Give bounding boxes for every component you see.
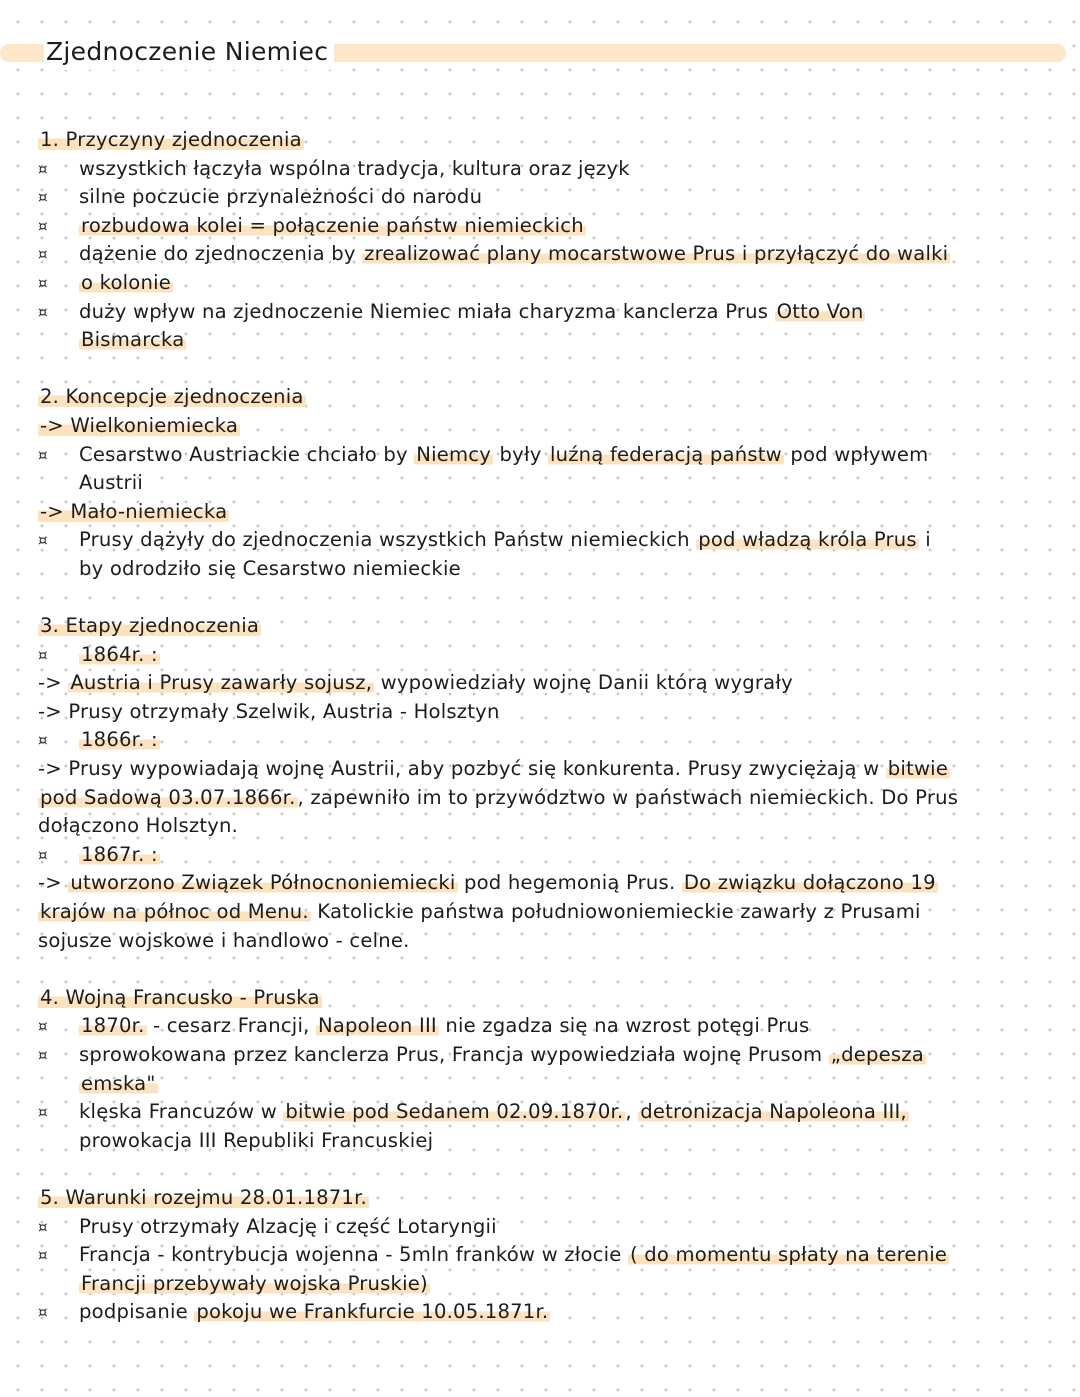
list-item: ¤ duży wpływ na zjednoczenie Niemiec miała charyzma kanclerza Prus Otto Von — [38, 298, 1048, 327]
notes-content — [38, 126, 1048, 1356]
text-line: krajów na północ od Menu. Katolickie państwa południowoniemieckie zawarły z Prusami — [40, 900, 921, 924]
year-label: ¤ 1867r. : — [38, 841, 1048, 870]
text-line: dołączono Holsztyn. — [38, 814, 239, 838]
section-heading: 4. Wojną Francusko - Pruska — [40, 985, 320, 1009]
section-heading: 2. Koncepcje zjednoczenia — [40, 385, 304, 409]
list-item-continuation: Francji przebywały wojska Pruskie) — [81, 1271, 428, 1295]
list-item: ¤ sprowokowana przez kanclerza Prus, Francja wypowiedziała wojnę Prusom „depesza — [38, 1041, 1048, 1070]
section-heading: 1. Przyczyny zjednoczenia — [40, 128, 302, 151]
text-line: -> utworzono Związek Północnoniemiecki pod hegemonią Prus. Do związku dołączono 19 — [38, 871, 936, 895]
year-label: ¤ 1866r. : — [38, 726, 1048, 755]
list-item: ¤ podpisanie pokoju we Frankfurcie 10.05.1871r. — [38, 1298, 1048, 1327]
list-item-continuation: Austrii — [79, 471, 144, 495]
section-causes — [38, 126, 1048, 355]
sub-heading: -> Mało-niemiecka — [40, 499, 228, 523]
list-item: ¤ 1870r. - cesarz Francji, Napoleon III nie zgadza się na wzrost potęgi Prus — [38, 1012, 1048, 1041]
list-item: ¤ rozbudowa kolei = połączenie państw niemieckich — [38, 212, 1048, 241]
list-item: ¤ wszystkich łączyła wspólna tradycja, kultura oraz język — [38, 155, 1048, 184]
list-item: ¤ klęska Francuzów w bitwie pod Sedanem 02.09.1870r. , detronizacja Napoleona III, — [38, 1098, 1048, 1127]
section-armistice-terms — [38, 1184, 1048, 1327]
list-item: ¤ Prusy otrzymały Alzację i część Lotaryngii — [38, 1213, 1048, 1242]
list-item-continuation: ¤ o kolonie — [38, 269, 1048, 298]
list-item-continuation: by odrodziło się Cesarstwo niemieckie — [79, 556, 461, 580]
year-label: ¤ 1864r. : — [38, 641, 1048, 670]
list-item: ¤ dążenie do zjednoczenia by zrealizować plany mocarstwowe Prus i przyłączyć do walki — [38, 240, 1048, 269]
text-line: -> Prusy otrzymały Szelwik, Austria - Holsztyn — [38, 699, 500, 723]
list-item: ¤ Cesarstwo Austriackie chciało by Niemcy były luźną federacją państw pod wpływem — [38, 441, 1048, 470]
list-item: ¤ Prusy dążyły do zjednoczenia wszystkich Państw niemieckich pod władzą króla Prus i — [38, 526, 1048, 555]
list-item: ¤ Francja - kontrybucja wojenna - 5mln franków w złocie ( do momentu spłaty na terenie — [38, 1241, 1048, 1270]
page-title: Zjednoczenie Niemiec — [44, 34, 334, 70]
list-item-continuation: emska" — [81, 1071, 156, 1095]
text-line: sojusze wojskowe i handlowo - celne. — [38, 928, 410, 952]
sub-heading: -> Wielkoniemiecka — [40, 413, 239, 437]
list-item-continuation: Bismarcka — [81, 328, 185, 352]
section-heading: 3. Etapy zjednoczenia — [40, 614, 260, 638]
list-item-continuation: prowokacja III Republiki Francuskiej — [79, 1128, 434, 1152]
section-heading: 5. Warunki rozejmu 28.01.1871r. — [40, 1185, 367, 1209]
list-item: ¤ silne poczucie przynależności do narodu — [38, 183, 1048, 212]
text-line: pod Sadową 03.07.1866r. , zapewniło im to przywództwo w państwach niemieckich. Do Prus — [40, 785, 959, 809]
section-stages — [38, 612, 1048, 955]
text-line: -> Prusy wypowiadają wojnę Austrii, aby pozbyć się konkurenta. Prusy zwyciężają w bitwie — [38, 757, 949, 781]
section-franco-prussian-war — [38, 984, 1048, 1156]
section-concepts — [38, 383, 1048, 583]
text-line: -> Austria i Prusy zawarły sojusz, wypowiedziały wojnę Danii którą wygrały — [38, 671, 793, 695]
